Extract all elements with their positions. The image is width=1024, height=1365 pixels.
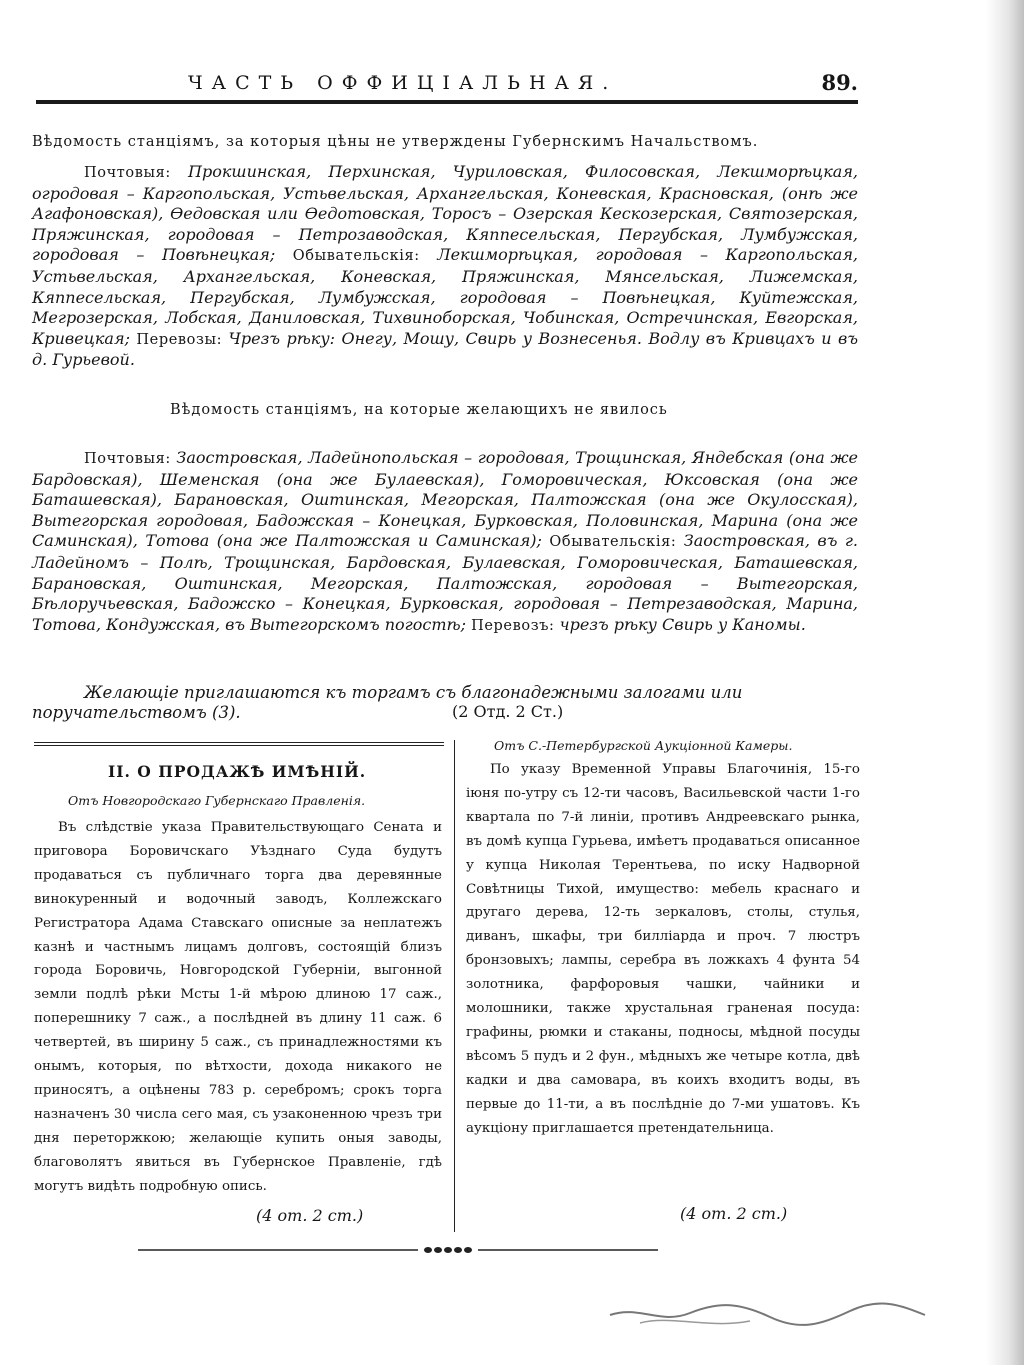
page-number: 89. <box>821 70 858 95</box>
page-header <box>38 66 858 102</box>
section2-ferry-list: чрезъ рѣку Свирь у Каномы. <box>554 614 806 634</box>
closing-text: Желающіе приглашаются къ торгамъ съ благонадежными залогами или поручательствомъ (3). <box>32 683 743 722</box>
section2-label-postal: Почтовыя: <box>84 451 171 467</box>
section1-common-list: Лекшморѣцкая, городовая – Каргопольская, Устьвельская, Архангельская, Коневская, Пряжинская, Мянсельская, Лижемская, Кяппесельская, Пергубская, Лумбужская, городовая – Повѣнецкая, Куйтежская, Мегрозерская, Лобская, Даниловская, Тихвиноборская, Чобинская, Остречинская, Евгорская, Кривецкая; <box>32 245 858 348</box>
section1-label-ferry: Перевозы: <box>136 331 223 348</box>
section2-common-list: Заостровская, въ г. Ладейномъ – Полѣ, Трощинская, Бардовская, Булаевская, Гоморовическая, Баташевская, Барановская, Оштинская, Мегорская, Палтожская, городовая – Вытегорская, Бѣлоручьевская, Бадожско – Конецкая, Бурковская, городовая – Петрезаводская, Марина, Тотова, Кондужская, въ Вытегорскомъ погостѣ; <box>32 531 858 634</box>
section1-label-postal: Почтовыя: <box>84 165 171 181</box>
left-column-body: Въ слѣдствіе указа Правительствующаго Сената и приговора Боровичскаго Уѣзднаго Суда будутъ продаваться съ публичнаго торга два деревянные винокуренный и водочный заводъ, Коллежскаго Регистратора Адама Ставскаго описные за неплатежъ казнѣ и частнымъ лицамъ долговъ, состоящій близъ города Боровичь, Новгородской Губерніи, выгонной земли подлѣ рѣки Мсты 1-й мѣрою длиною 17 саж., поперешнику 7 саж., а послѣдней въ длину 11 саж. 6 четвертей, въ ширину 5 саж., съ принадлежностями къ онымъ, которыя, по вѣтхости, дохода никакого не приносятъ, а оцѣнены 783 р. серебромъ; срокъ торга назначенъ 30 числа сего мая, съ узаконенною чрезъ три дня переторжкою; желающіе купить оныя заводы, благоволятъ явиться въ Губернское Правленіе, гдѣ могутъ видѣть подробную опись. <box>34 820 442 1194</box>
bottom-ornament <box>138 1240 658 1260</box>
section2-text <box>32 448 858 636</box>
left-column-subtitle: Отъ Новгородскаго Губернскаго Правленія. <box>68 793 366 808</box>
section2-label-common: Обывательскія: <box>549 534 677 551</box>
right-column-ref: (4 от. 2 ст.) <box>680 1204 788 1223</box>
handwritten-annotation <box>600 1285 930 1335</box>
right-column-subtitle: Отъ С.-Петербургской Аукціонной Камеры. <box>494 738 793 753</box>
column-divider <box>454 740 455 1232</box>
section1-text <box>32 162 858 371</box>
left-column-title: II. О ПРОДАЖѢ ИМѢНІЙ. <box>108 762 367 781</box>
right-column-body: По указу Временной Управы Благочинія, 15-го іюня по-утру съ 12-ти часовъ, Васильевской части 1-го квартала по 7-й линіи, противъ Андреевскаго рынка, въ домѣ купца Гурьева, имѣетъ продаваться описанное у купца Николая Терентьева, по иску Надворной Совѣтницы Тихой, имущество: мебель краснаго и другаго дерева, 12-ть зеркаловъ, столы, стулья, диванъ, шкафы, три билліарда и проч. 7 люстръ бронзовыхъ; лампы, серебра въ ложкахъ 4 фунта 54 золотника, фарфоровыя чашки, чайники и молошники, также хрустальная граненая посуда: графины, рюмки и стаканы, подносы, мѣдной посуды вѣсомъ 5 пудъ и 2 фун., мѣдныхъ же четыре котла, двѣ кадки и два самовара, въ коихъ входитъ воды, въ первые до 11-ти, а въ послѣдніе до 7-ми ушатовъ. Къ аукціону приглашается претендательница. <box>466 762 860 1136</box>
closing-ref: (2 Отд. 2 Ст.) <box>452 702 564 721</box>
header-rule <box>36 100 858 104</box>
left-column-ref: (4 от. 2 ст.) <box>256 1206 364 1225</box>
section2-label-ferry: Перевозъ: <box>471 617 555 634</box>
section2-heading: Вѣдомость станціямъ, на которые желающихъ не явилось <box>170 402 668 418</box>
section1-heading: Вѣдомость станціямъ, за которыя цѣны не утверждены Губернскимъ Начальствомъ. <box>32 134 759 150</box>
section1-postal-list: Прокшинская, Перхинская, Чуриловская, Филосовская, Лекшморѣцкая, огродовая – Каргопольская, Устьвельская, Архангельская, Коневская, Красновская, (онѣ же Агафоновская), Ѳедовская или Ѳедотовская, Торосъ – Озерская Кескозерская, Святозерская, Пряжинская, городовая – Петрозаводская, Кяппесельская, Пергубская, Лумбужская, городовая – Повѣнецкая; <box>32 162 858 265</box>
section1-label-common: Обывательскія: <box>292 248 420 265</box>
page-header-title: ЧАСТЬ ОФФИЦІАЛЬНАЯ. <box>188 72 618 94</box>
left-column-top-rule <box>34 742 444 746</box>
section2-postal-list: Заостровская, Ладейнопольская – городовая, Трощинская, Яндебская (она же Бардовская), Шеменская (она же Булаевская), Гоморовическая, Юксовская (она же Баташевская), Барановская, Оштинская, Мегорская, Палтожская (она же Окулосская), Вытегорская городовая, Бадожская – Конецкая, Бурковская, Половинская, Марина (она же Саминская), Тотова (она же Палтожская и Саминская); <box>32 448 858 551</box>
section1-ferry-list: Чрезъ рѣку: Онегу, Мошу, Свирь у Вознесенья. Водлу въ Кривцахъ и въ д. Гурьевой. <box>32 328 858 370</box>
